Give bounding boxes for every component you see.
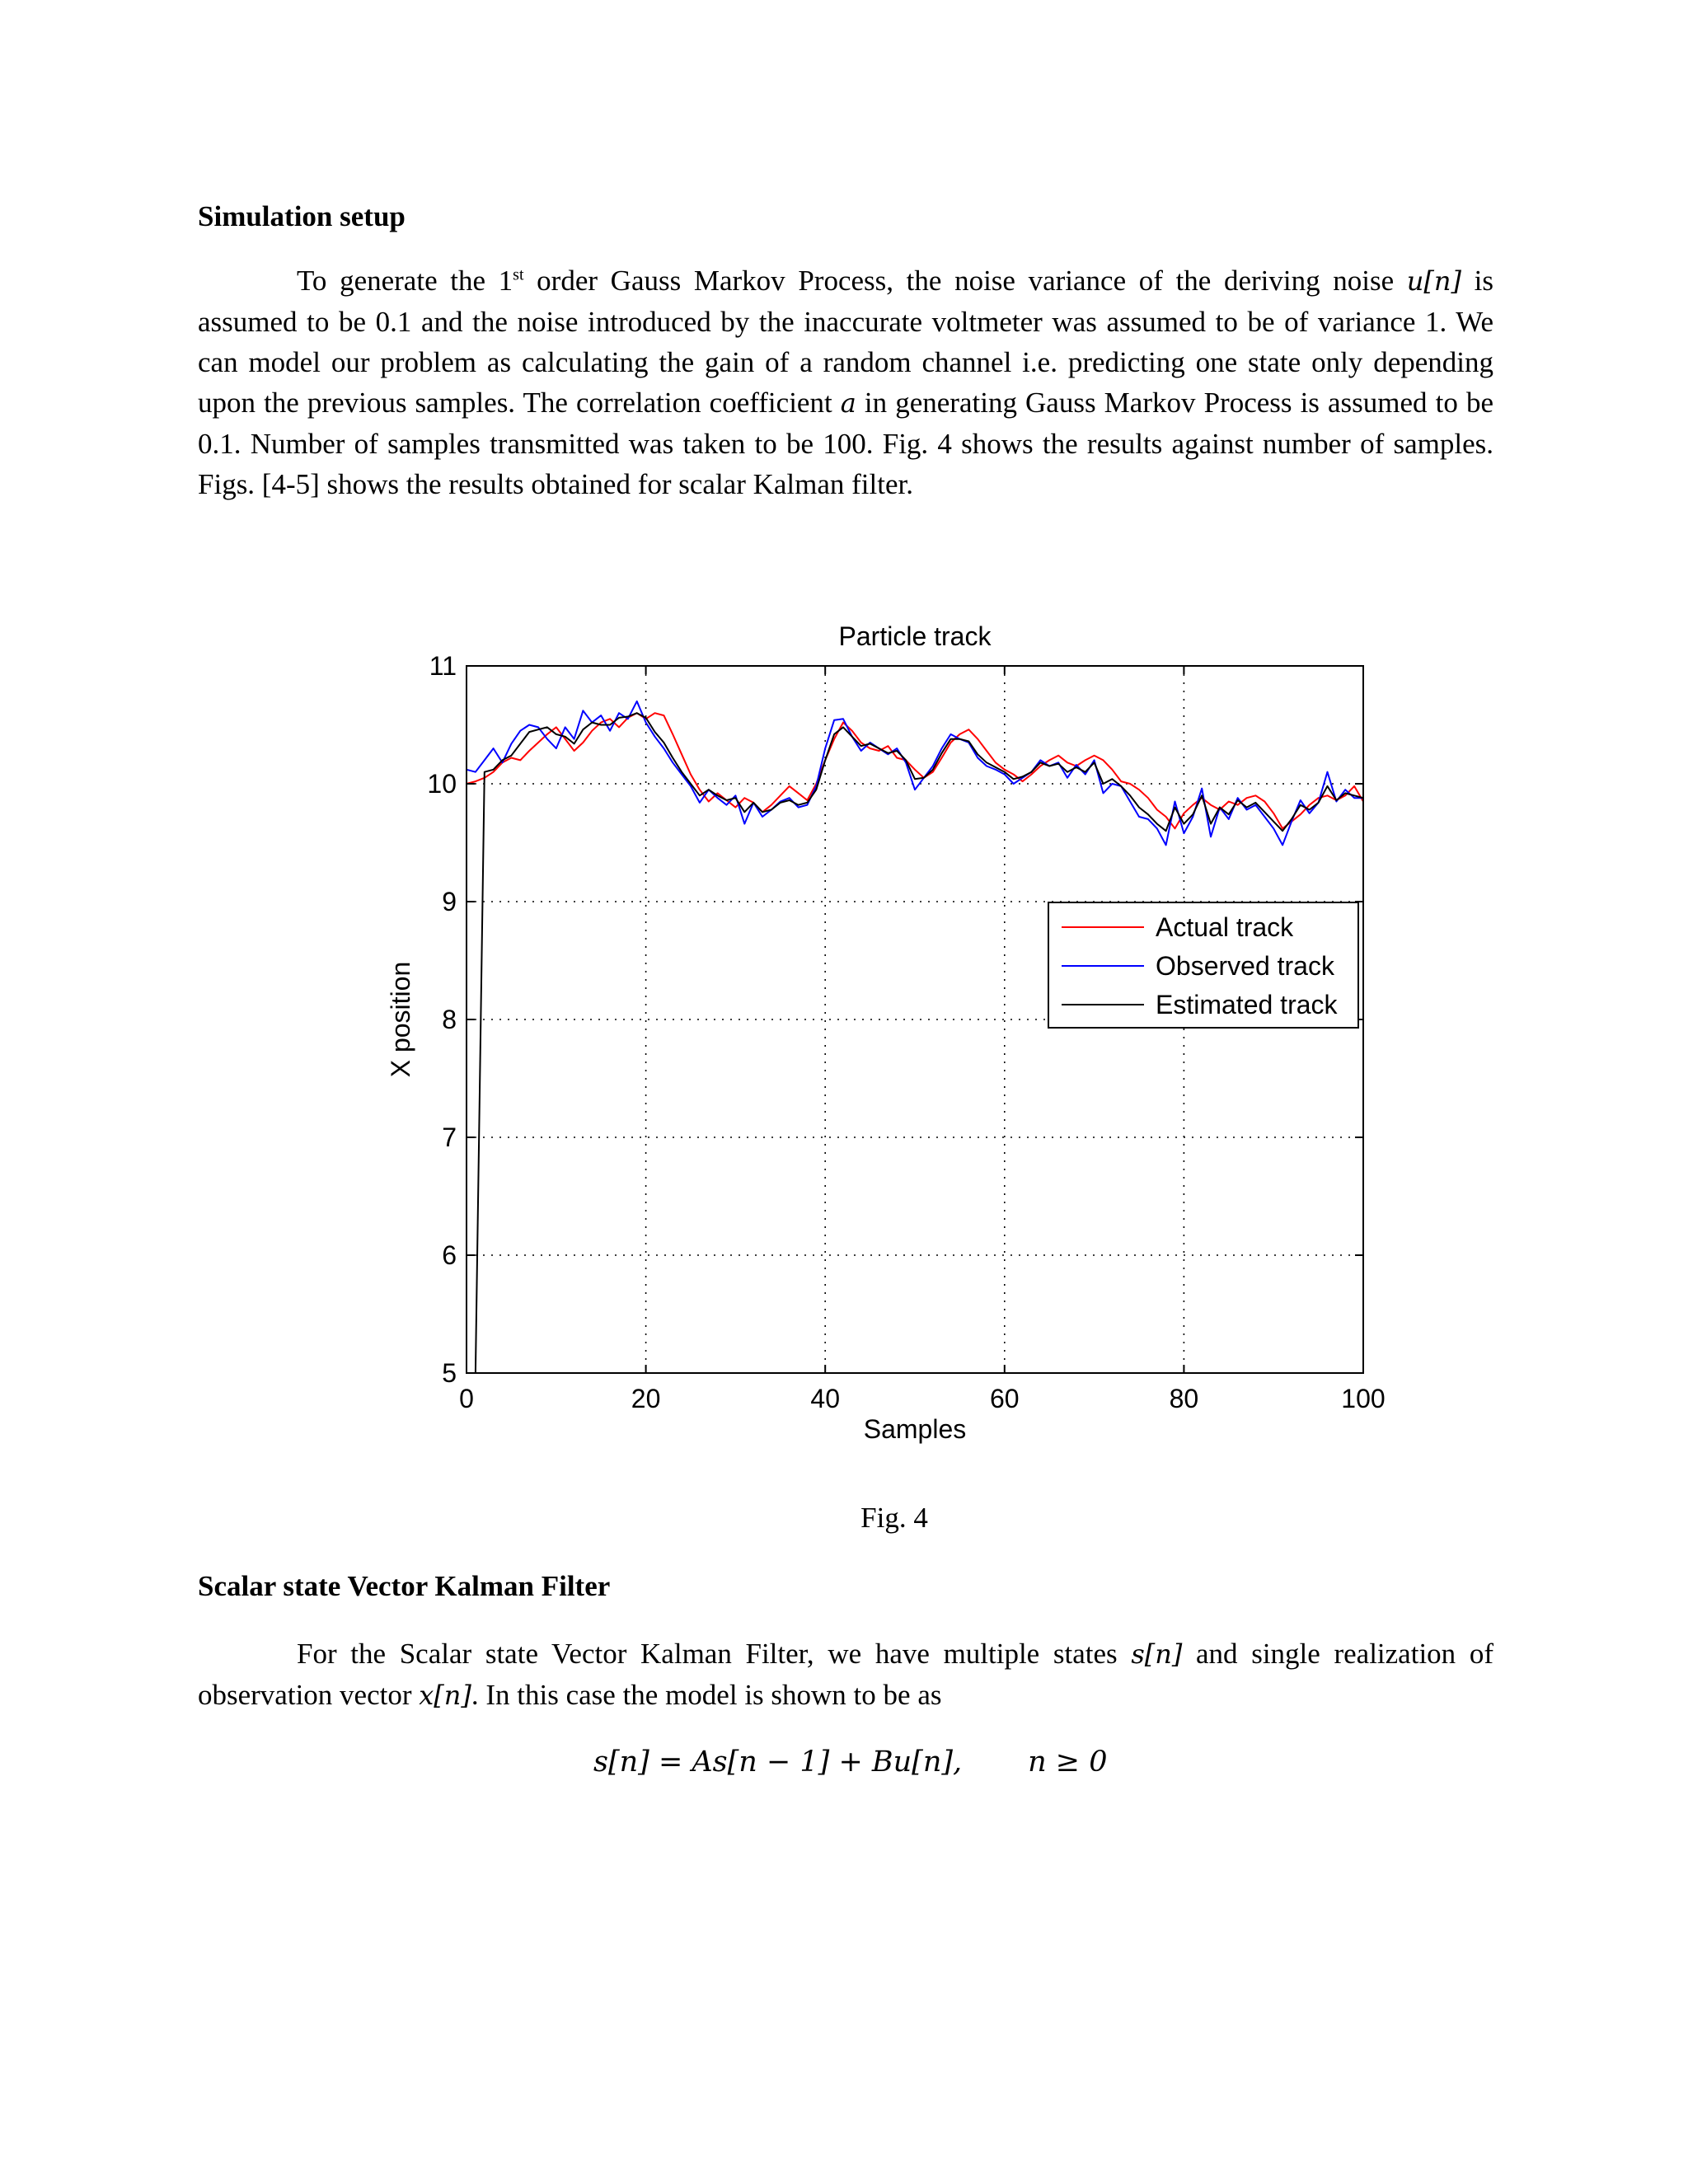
math-x-n: x[n] — [419, 1680, 471, 1711]
section-heading-vector-kalman-filter: Scalar state Vector Kalman Filter — [198, 1570, 611, 1602]
legend-label: Estimated track — [1156, 990, 1338, 1019]
y-tick-label: 5 — [442, 1358, 457, 1388]
state-equation — [593, 1746, 1108, 1779]
x-tick-label: 40 — [810, 1384, 840, 1413]
x-tick-label: 80 — [1169, 1384, 1199, 1413]
vector-kalman-paragraph: For the Scalar state Vector Kalman Filter, we have multiple states s[n] and single realization of observation vector x[n]. In this case the model is shown to be as — [198, 1638, 1493, 1711]
y-tick-label: 10 — [427, 769, 457, 799]
x-tick-label: 60 — [990, 1384, 1020, 1413]
math-u-n: u[n] — [1406, 265, 1461, 297]
x-tick-label: 100 — [1341, 1384, 1386, 1413]
state-equation-body: s[n] = As[n − 1] + Bu[n], — [593, 1746, 963, 1779]
math-s-n: s[n] — [1131, 1638, 1183, 1670]
series-line-estimated-track — [467, 713, 1363, 1373]
y-axis-label: X position — [386, 961, 415, 1078]
y-tick-label: 6 — [442, 1240, 457, 1270]
x-tick-label: 20 — [631, 1384, 661, 1413]
y-tick-label: 9 — [442, 887, 457, 916]
chart-series — [467, 701, 1363, 1373]
chart-title: Particle track — [838, 621, 992, 651]
chart-legend — [1048, 902, 1358, 1028]
y-tick-label: 7 — [442, 1122, 457, 1152]
figure-caption: Fig. 4 — [860, 1502, 928, 1534]
math-alpha: a — [840, 387, 856, 419]
legend-label: Actual track — [1156, 912, 1294, 942]
y-tick-label: 11 — [429, 651, 457, 681]
x-axis-label: Samples — [863, 1414, 967, 1444]
state-equation-condition: n ≥ 0 — [1028, 1746, 1108, 1779]
series-line-actual-track — [467, 713, 1363, 828]
legend-label: Observed track — [1156, 951, 1334, 981]
y-tick-label: 8 — [442, 1005, 457, 1034]
x-tick-label: 0 — [459, 1384, 474, 1413]
section-heading-simulation-setup: Simulation setup — [198, 200, 406, 232]
simulation-setup-paragraph: To generate the 1st order Gauss Markov Process, the noise variance of the deriving noise u[n] is assumed to be 0.1 and the noise introduced by the inaccurate voltmeter was assumed to be of variance 1. We can model our problem as calculating the gain of a random channel i.e. predicting one state only depending upon the previous samples. The correlation coefficient a in generating Gauss Markov Process is assumed to be 0.1. Number of samples transmitted was taken to be 100. Fig. 4 shows the results against number of samples. Figs. [4-5] shows the results obtained for scalar Kalman filter. — [198, 265, 1493, 500]
